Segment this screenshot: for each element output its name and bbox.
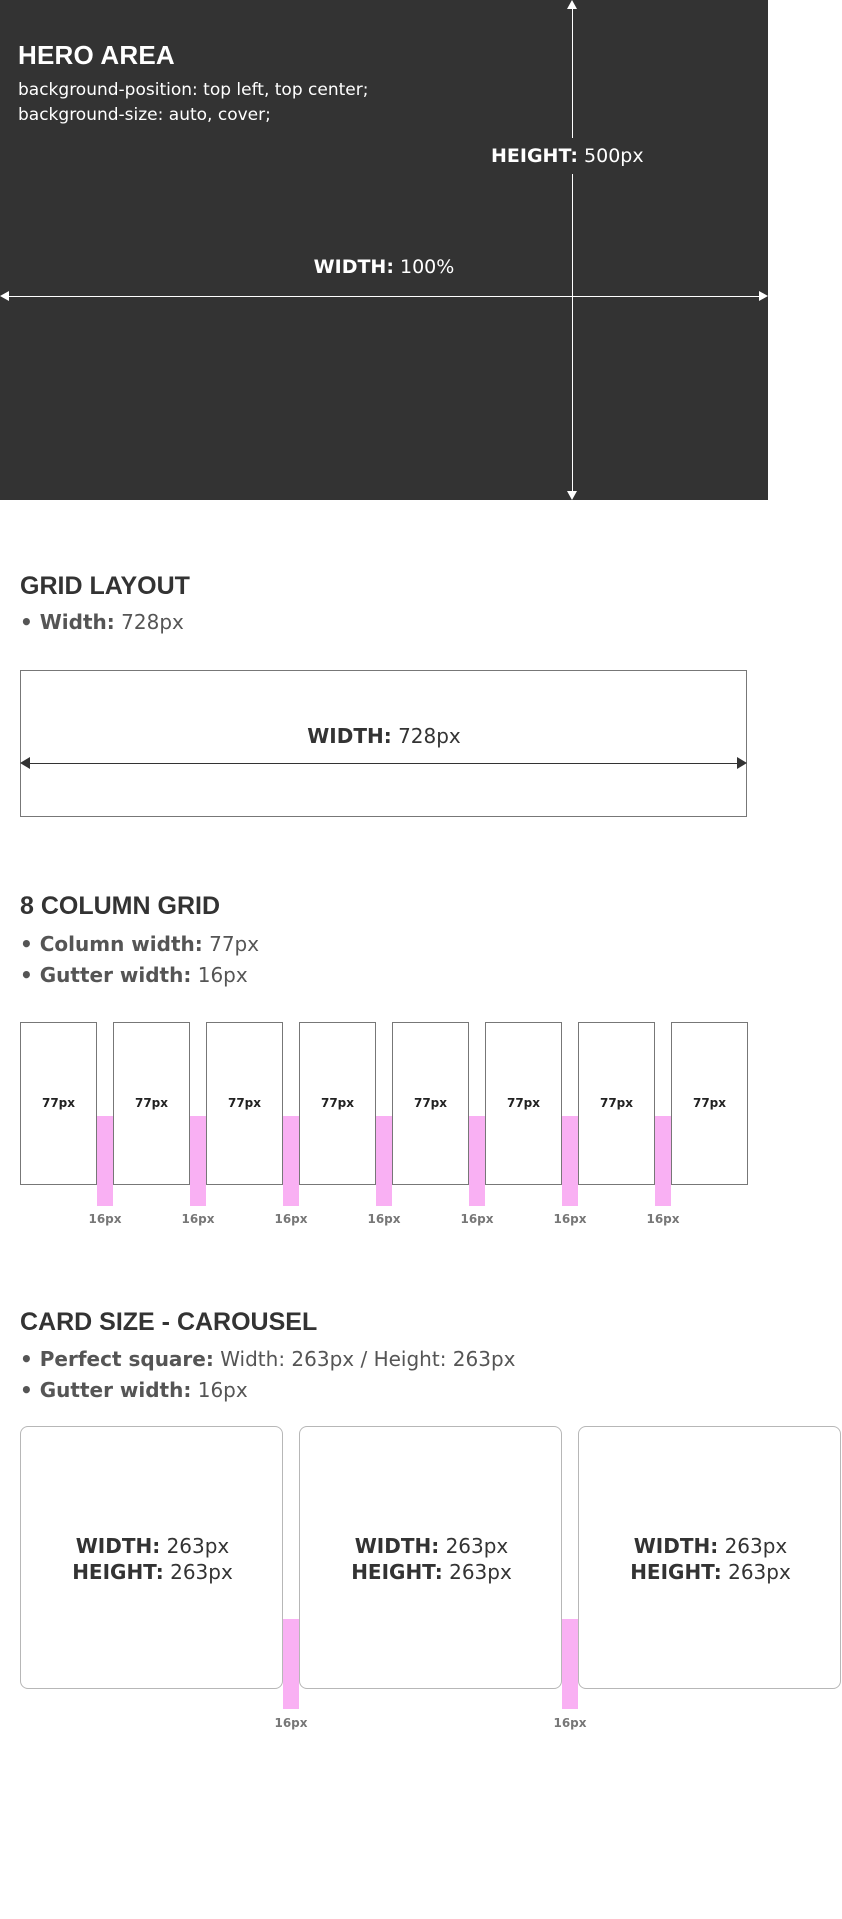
grid-column — [392, 1022, 469, 1185]
card-width-line — [300, 1533, 563, 1559]
bullet-value: 77px — [209, 932, 260, 956]
hero-width-line — [8, 296, 760, 297]
column-width-label: 77px — [692, 1096, 727, 1110]
height-key: HEIGHT: — [491, 145, 578, 167]
bullet-value: 16px — [197, 1378, 248, 1402]
card-height-line — [21, 1559, 284, 1585]
gutter-width-label: 16px — [274, 1716, 308, 1730]
height-key: HEIGHT: — [630, 1560, 722, 1584]
arrow-down-icon — [567, 491, 577, 500]
grid-layout-width-line — [28, 763, 740, 764]
arrow-left-icon — [0, 291, 9, 301]
column-width-label: 77px — [134, 1096, 169, 1110]
hero-background-position: background-position: top left, top center; — [18, 80, 369, 100]
height-value: 263px — [449, 1560, 512, 1584]
gutter-width-label: 16px — [88, 1212, 122, 1226]
grid-layout-width-bullet — [20, 610, 184, 634]
height-value: 263px — [170, 1560, 233, 1584]
height-key: HEIGHT: — [72, 1560, 164, 1584]
gutter — [562, 1116, 578, 1206]
bullet-key: • Gutter width: — [20, 1378, 192, 1402]
width-value: 263px — [166, 1534, 230, 1558]
height-key: HEIGHT: — [351, 1560, 443, 1584]
hero-title: HERO AREA — [18, 40, 175, 70]
gutter-width-label: 16px — [274, 1212, 308, 1226]
grid-column — [113, 1022, 190, 1185]
card-width-line — [579, 1533, 842, 1559]
hero-height-label — [491, 141, 644, 171]
width-key: WIDTH: — [633, 1534, 719, 1558]
grid-column — [20, 1022, 97, 1185]
width-value: 263px — [445, 1534, 509, 1558]
gutter-width-label: 16px — [553, 1212, 587, 1226]
gutter — [562, 1619, 578, 1709]
gutter-width-bullet — [20, 963, 248, 987]
grid-layout-width-label — [20, 724, 748, 748]
gutter-width-label: 16px — [460, 1212, 494, 1226]
card-width-line — [21, 1533, 284, 1559]
hero-width-label — [0, 256, 768, 278]
gutter-width-label: 16px — [646, 1212, 680, 1226]
grid-column — [206, 1022, 283, 1185]
column-width-label: 77px — [506, 1096, 541, 1110]
height-value: 263px — [728, 1560, 791, 1584]
bullet-value: 728px — [121, 610, 184, 634]
width-key: WIDTH: — [75, 1534, 161, 1558]
card-dimensions — [300, 1533, 563, 1585]
column-width-label: 77px — [413, 1096, 448, 1110]
card-height-line — [300, 1559, 563, 1585]
bullet-value: 16px — [197, 963, 248, 987]
arrow-right-icon — [737, 757, 747, 769]
grid-column — [485, 1022, 562, 1185]
gutter — [97, 1116, 113, 1206]
arrow-up-icon — [567, 0, 577, 9]
column-width-bullet — [20, 932, 259, 956]
gutter — [655, 1116, 671, 1206]
gutter-width-label: 16px — [181, 1212, 215, 1226]
column-width-label: 77px — [227, 1096, 262, 1110]
width-value: 263px — [724, 1534, 788, 1558]
bullet-key: • Width: — [20, 610, 115, 634]
gutter — [283, 1619, 299, 1709]
carousel-gutter-bullet — [20, 1378, 248, 1402]
grid-column — [671, 1022, 748, 1185]
width-key: WIDTH: — [313, 256, 394, 278]
column-width-label: 77px — [320, 1096, 355, 1110]
bullet-key: • Gutter width: — [20, 963, 192, 987]
bullet-key: • Column width: — [20, 932, 203, 956]
hero-height-line — [572, 8, 573, 492]
bullet-value: Width: 263px / Height: 263px — [220, 1347, 516, 1371]
grid-layout-title: GRID LAYOUT — [20, 572, 190, 600]
perfect-square-bullet — [20, 1347, 516, 1371]
column-grid-title: 8 COLUMN GRID — [20, 892, 220, 920]
width-value: 728px — [398, 724, 461, 748]
bullet-key: • Perfect square: — [20, 1347, 214, 1371]
carousel-title: CARD SIZE - CAROUSEL — [20, 1308, 318, 1336]
carousel-card — [20, 1426, 283, 1689]
arrow-right-icon — [759, 291, 768, 301]
height-value: 500px — [584, 145, 644, 167]
grid-column — [299, 1022, 376, 1185]
hero-area — [0, 0, 768, 500]
column-width-label: 77px — [599, 1096, 634, 1110]
width-value: 100% — [399, 256, 455, 278]
gutter-width-label: 16px — [553, 1716, 587, 1730]
width-key: WIDTH: — [307, 724, 392, 748]
width-key: WIDTH: — [354, 1534, 440, 1558]
card-dimensions — [21, 1533, 284, 1585]
gutter — [283, 1116, 299, 1206]
hero-background-size: background-size: auto, cover; — [18, 105, 271, 125]
gutter — [190, 1116, 206, 1206]
gutter — [469, 1116, 485, 1206]
carousel-card — [578, 1426, 841, 1689]
gutter-width-label: 16px — [367, 1212, 401, 1226]
gutter — [376, 1116, 392, 1206]
card-dimensions — [579, 1533, 842, 1585]
column-width-label: 77px — [41, 1096, 76, 1110]
arrow-left-icon — [20, 757, 30, 769]
carousel-card — [299, 1426, 562, 1689]
card-height-line — [579, 1559, 842, 1585]
grid-column — [578, 1022, 655, 1185]
